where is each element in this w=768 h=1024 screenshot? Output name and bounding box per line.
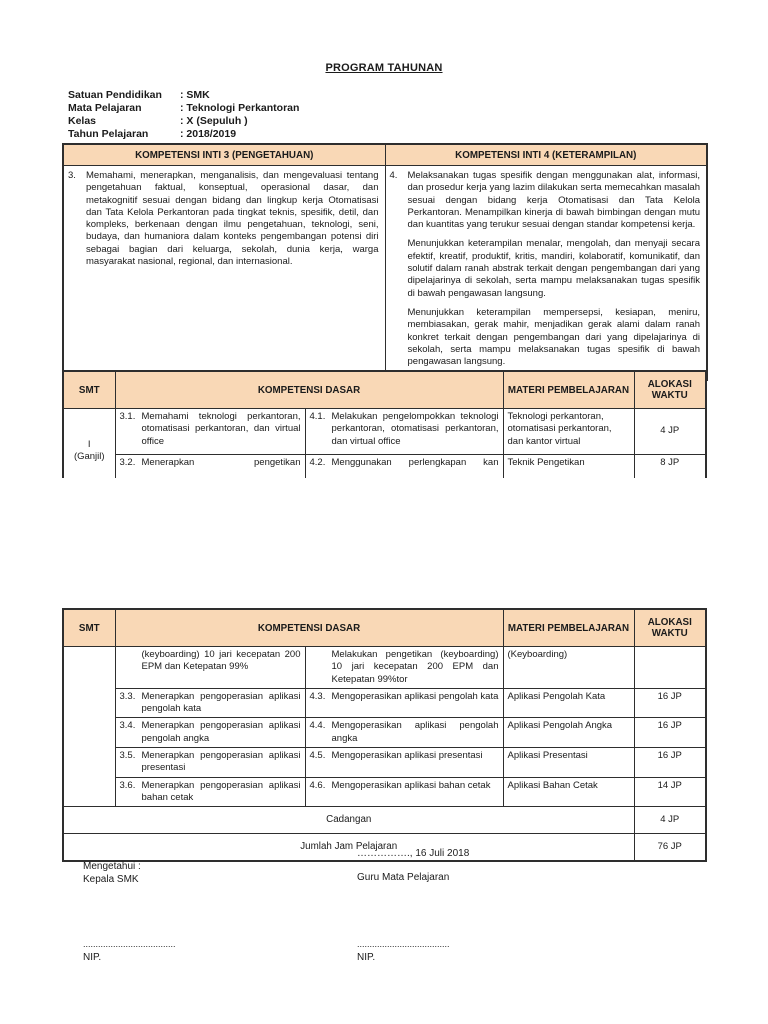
kd-text: Menerapkan pengoperasian aplikasi bahan cetak <box>141 779 301 803</box>
meta-value: : Teknologi Perkantoran <box>180 102 300 114</box>
ki4-paragraph-2: Menunjukkan keterampilan menalar, mengolah, dan menyaji secara efektif, kreatif, produktif, kritis, mandiri, kolaboratif, komunikatif, dan solutif dalam ranah abstrak terkait dengan pengembangan dari yang dipelajarinya di sekolah, serta mampu melaksanakan tugas spesifik di bawah pengawasan langsung. <box>407 238 700 299</box>
kd3-cell <box>115 455 305 479</box>
signature-line-right: ..................................... <box>357 939 450 949</box>
alokasi-cell: 14 JP <box>634 777 706 807</box>
smt-cell <box>63 409 115 479</box>
materi-cell: Aplikasi Pengolah Angka <box>503 718 634 748</box>
kd3-cell <box>115 777 305 807</box>
indent-spacer <box>390 238 408 299</box>
kd-number: 3.6. <box>119 779 136 791</box>
kd-header: KOMPETENSI DASAR <box>115 371 503 409</box>
kepala-smk-label: Kepala SMK <box>83 874 139 885</box>
alokasi-cell: 16 JP <box>634 748 706 778</box>
kd-text: Menerapkan pengoperasian aplikasi pengolah angka <box>141 720 301 744</box>
kd-number: 4.4. <box>309 720 326 732</box>
prota-table-1 <box>62 370 707 478</box>
kd-number <box>120 649 142 674</box>
jumlah-label: Jumlah Jam Pelajaran <box>63 834 634 861</box>
meta-value: : X (Sepuluh ) <box>180 115 248 127</box>
meta-row-kelas <box>68 115 299 128</box>
kd-text: (keyboarding) 10 jari kecepatan 200 EPM dan Ketepatan 99% <box>141 649 301 673</box>
ki4-paragraph-3: Menunjukkan keterampilan mempersepsi, kesiapan, meniru, membiasakan, gerak mahir, menjadikan gerak alami dalam ranah konkret terkait dengan pengembangan dari yang dipelajarinya di sekolah, serta mampu melaksanakan tugas spesifik di bawah pengawasan langsung. <box>407 306 700 368</box>
kd-number: 3.4. <box>119 720 136 732</box>
alokasi-cell: 16 JP <box>634 718 706 748</box>
materi-cell: Teknik Pengetikan <box>503 455 634 479</box>
guru-label: Guru Mata Pelajaran <box>357 872 450 883</box>
kd3-cell <box>115 718 305 748</box>
alokasi-cell <box>634 647 706 689</box>
kd-number: 4.1. <box>309 411 326 422</box>
meta-value: : 2018/2019 <box>180 128 237 140</box>
meta-label: Mata Pelajaran <box>68 102 142 114</box>
smt-header: SMT <box>63 609 115 647</box>
alokasi-cell: 16 JP <box>634 688 706 718</box>
kd4-cell <box>305 647 503 689</box>
smt-semester: I <box>87 439 91 451</box>
prota-table-2 <box>62 608 707 862</box>
kd-text: Mengoperasikan aplikasi bahan cetak <box>331 779 491 791</box>
cadangan-label: Cadangan <box>63 807 634 834</box>
kd-text: Menerapkan pengoperasian aplikasi pengolah kata <box>141 690 301 715</box>
indent-spacer <box>390 307 408 368</box>
nip-label-left: NIP. <box>83 952 102 963</box>
kd-text: Menerapkan pengoperasian aplikasi presentasi <box>141 750 301 774</box>
materi-cell: Aplikasi Pengolah Kata <box>503 688 634 718</box>
signature-line-left: ..................................... <box>83 939 176 949</box>
kd4-cell <box>305 455 503 479</box>
materi-header: MATERI PEMBELAJARAN <box>503 609 634 647</box>
kd-number: 3.1. <box>119 411 136 422</box>
kd-number: 3.2. <box>119 457 136 468</box>
alokasi-header: ALOKASI WAKTU <box>634 371 706 409</box>
document-meta <box>68 89 299 141</box>
meta-label: Satuan Pendidikan <box>68 89 162 101</box>
ki4-number: 4. <box>389 170 398 181</box>
kd-text: Mengoperasikan aplikasi presentasi <box>331 750 483 762</box>
ki3-text: Memahami, menerapkan, menganalisis, dan mengevaluasi tentang pengetahuan faktual, konseptual, operasional dasar, dan metakognitif sesuai dengan bidang dan lingkup kerja Otomatisasi dan Tata Kelola Perkantoran pada tingkat teknis, spesifik, detil, dan kompleks, berkenaan dengan ilmu pengetahuan, teknologi, seni, budaya, dan humaniora dalam konteks pengembangan potensi diri sebagai bagian dari keluarga, sekolah, dunia kerja, warga masyarakat nasional, regional, dan internasional. <box>86 170 379 268</box>
page-title: PROGRAM TAHUNAN <box>325 62 443 74</box>
kd4-cell <box>305 688 503 718</box>
kd-text: Melakukan pengelompokkan teknologi perkantoran, otomatisasi perkantoran, dan virtual office <box>331 411 499 447</box>
kd-text: Memahami teknologi perkantoran, otomatisasi perkantoran, dan virtual office <box>141 411 301 447</box>
prota-table-2-wrap <box>62 608 709 862</box>
kd-text: Menggunakan perlengkapan kan <box>331 457 499 468</box>
prota-table-1-clipped <box>62 370 709 478</box>
materi-cell: Teknologi perkantoran, otomatisasi perkantoran, dan kantor virtual <box>503 409 634 455</box>
alokasi-cell: 8 JP <box>634 455 706 479</box>
kd-number: 4.6. <box>309 779 326 791</box>
kd-number: 4.3. <box>309 690 326 702</box>
ki4-cell <box>385 166 707 381</box>
materi-header: MATERI PEMBELAJARAN <box>503 371 634 409</box>
ki4-paragraph-1: Melaksanakan tugas spesifik dengan menggunakan alat, informasi, dan prosedur kerja yang lazim dilakukan serta memecahkan masalah sesuai dengan bidang kerja Otomatisasi dan Tata Kelola Perkantoran. Menampilkan kinerja di bawah bimbingan dengan mutu dan kuantitas yang terukur sesuai dengan standar kompetensi kerja. <box>407 170 700 231</box>
mengetahui-label: Mengetahui : <box>83 861 141 872</box>
meta-value: : SMK <box>180 89 210 101</box>
kd4-cell <box>305 718 503 748</box>
kd-number: 3.3. <box>119 690 136 702</box>
kd-text: Melakukan pengetikan (keyboarding) 10 jari kecepatan 200 EPM dan Ketepatan 99%tor <box>331 649 499 685</box>
kd-header: KOMPETENSI DASAR <box>115 609 503 647</box>
ki3-number: 3. <box>68 170 76 181</box>
materi-cell: Aplikasi Presentasi <box>503 748 634 778</box>
kd4-cell <box>305 777 503 807</box>
kd-text: Mengoperasikan aplikasi pengolah kata <box>331 690 499 702</box>
jumlah-jp: 76 JP <box>634 834 706 861</box>
ki3-cell <box>63 166 385 381</box>
kd-text: Mengoperasikan aplikasi pengolah angka <box>331 720 499 744</box>
meta-row-tahun <box>68 128 299 141</box>
signature-date: ……………., 16 Juli 2018 <box>357 848 470 859</box>
kd3-cell <box>115 647 305 689</box>
meta-label: Tahun Pelajaran <box>68 128 149 140</box>
smt-ganjil: (Ganjil) <box>73 451 105 463</box>
smt-cell-empty <box>63 647 115 807</box>
kd3-cell <box>115 688 305 718</box>
smt-header: SMT <box>63 371 115 409</box>
ki4-header: KOMPETENSI INTI 4 (KETERAMPILAN) <box>385 144 707 166</box>
meta-row-mapel <box>68 102 299 115</box>
kompetensi-inti-table <box>62 143 708 381</box>
kd3-cell <box>115 748 305 778</box>
materi-cell: Aplikasi Bahan Cetak <box>503 777 634 807</box>
kd4-cell <box>305 409 503 455</box>
alokasi-cell: 4 JP <box>634 409 706 455</box>
kd-number: 4.5. <box>309 750 326 762</box>
signature-left-block <box>83 860 141 886</box>
kd-number <box>310 649 332 686</box>
cadangan-jp: 4 JP <box>634 807 706 834</box>
kd3-cell <box>115 409 305 455</box>
kd4-cell <box>305 748 503 778</box>
materi-cell: (Keyboarding) <box>503 647 634 689</box>
nip-label-right: NIP. <box>357 952 376 963</box>
alokasi-header: ALOKASI WAKTU <box>634 609 706 647</box>
meta-row-satuan <box>68 89 299 102</box>
meta-label: Kelas <box>68 115 97 127</box>
kd-number: 4.2. <box>309 457 326 468</box>
ki3-header: KOMPETENSI INTI 3 (PENGETAHUAN) <box>63 144 385 166</box>
kd-number: 3.5. <box>119 750 136 762</box>
kd-text: Menerapkan pengetikan <box>141 457 301 468</box>
